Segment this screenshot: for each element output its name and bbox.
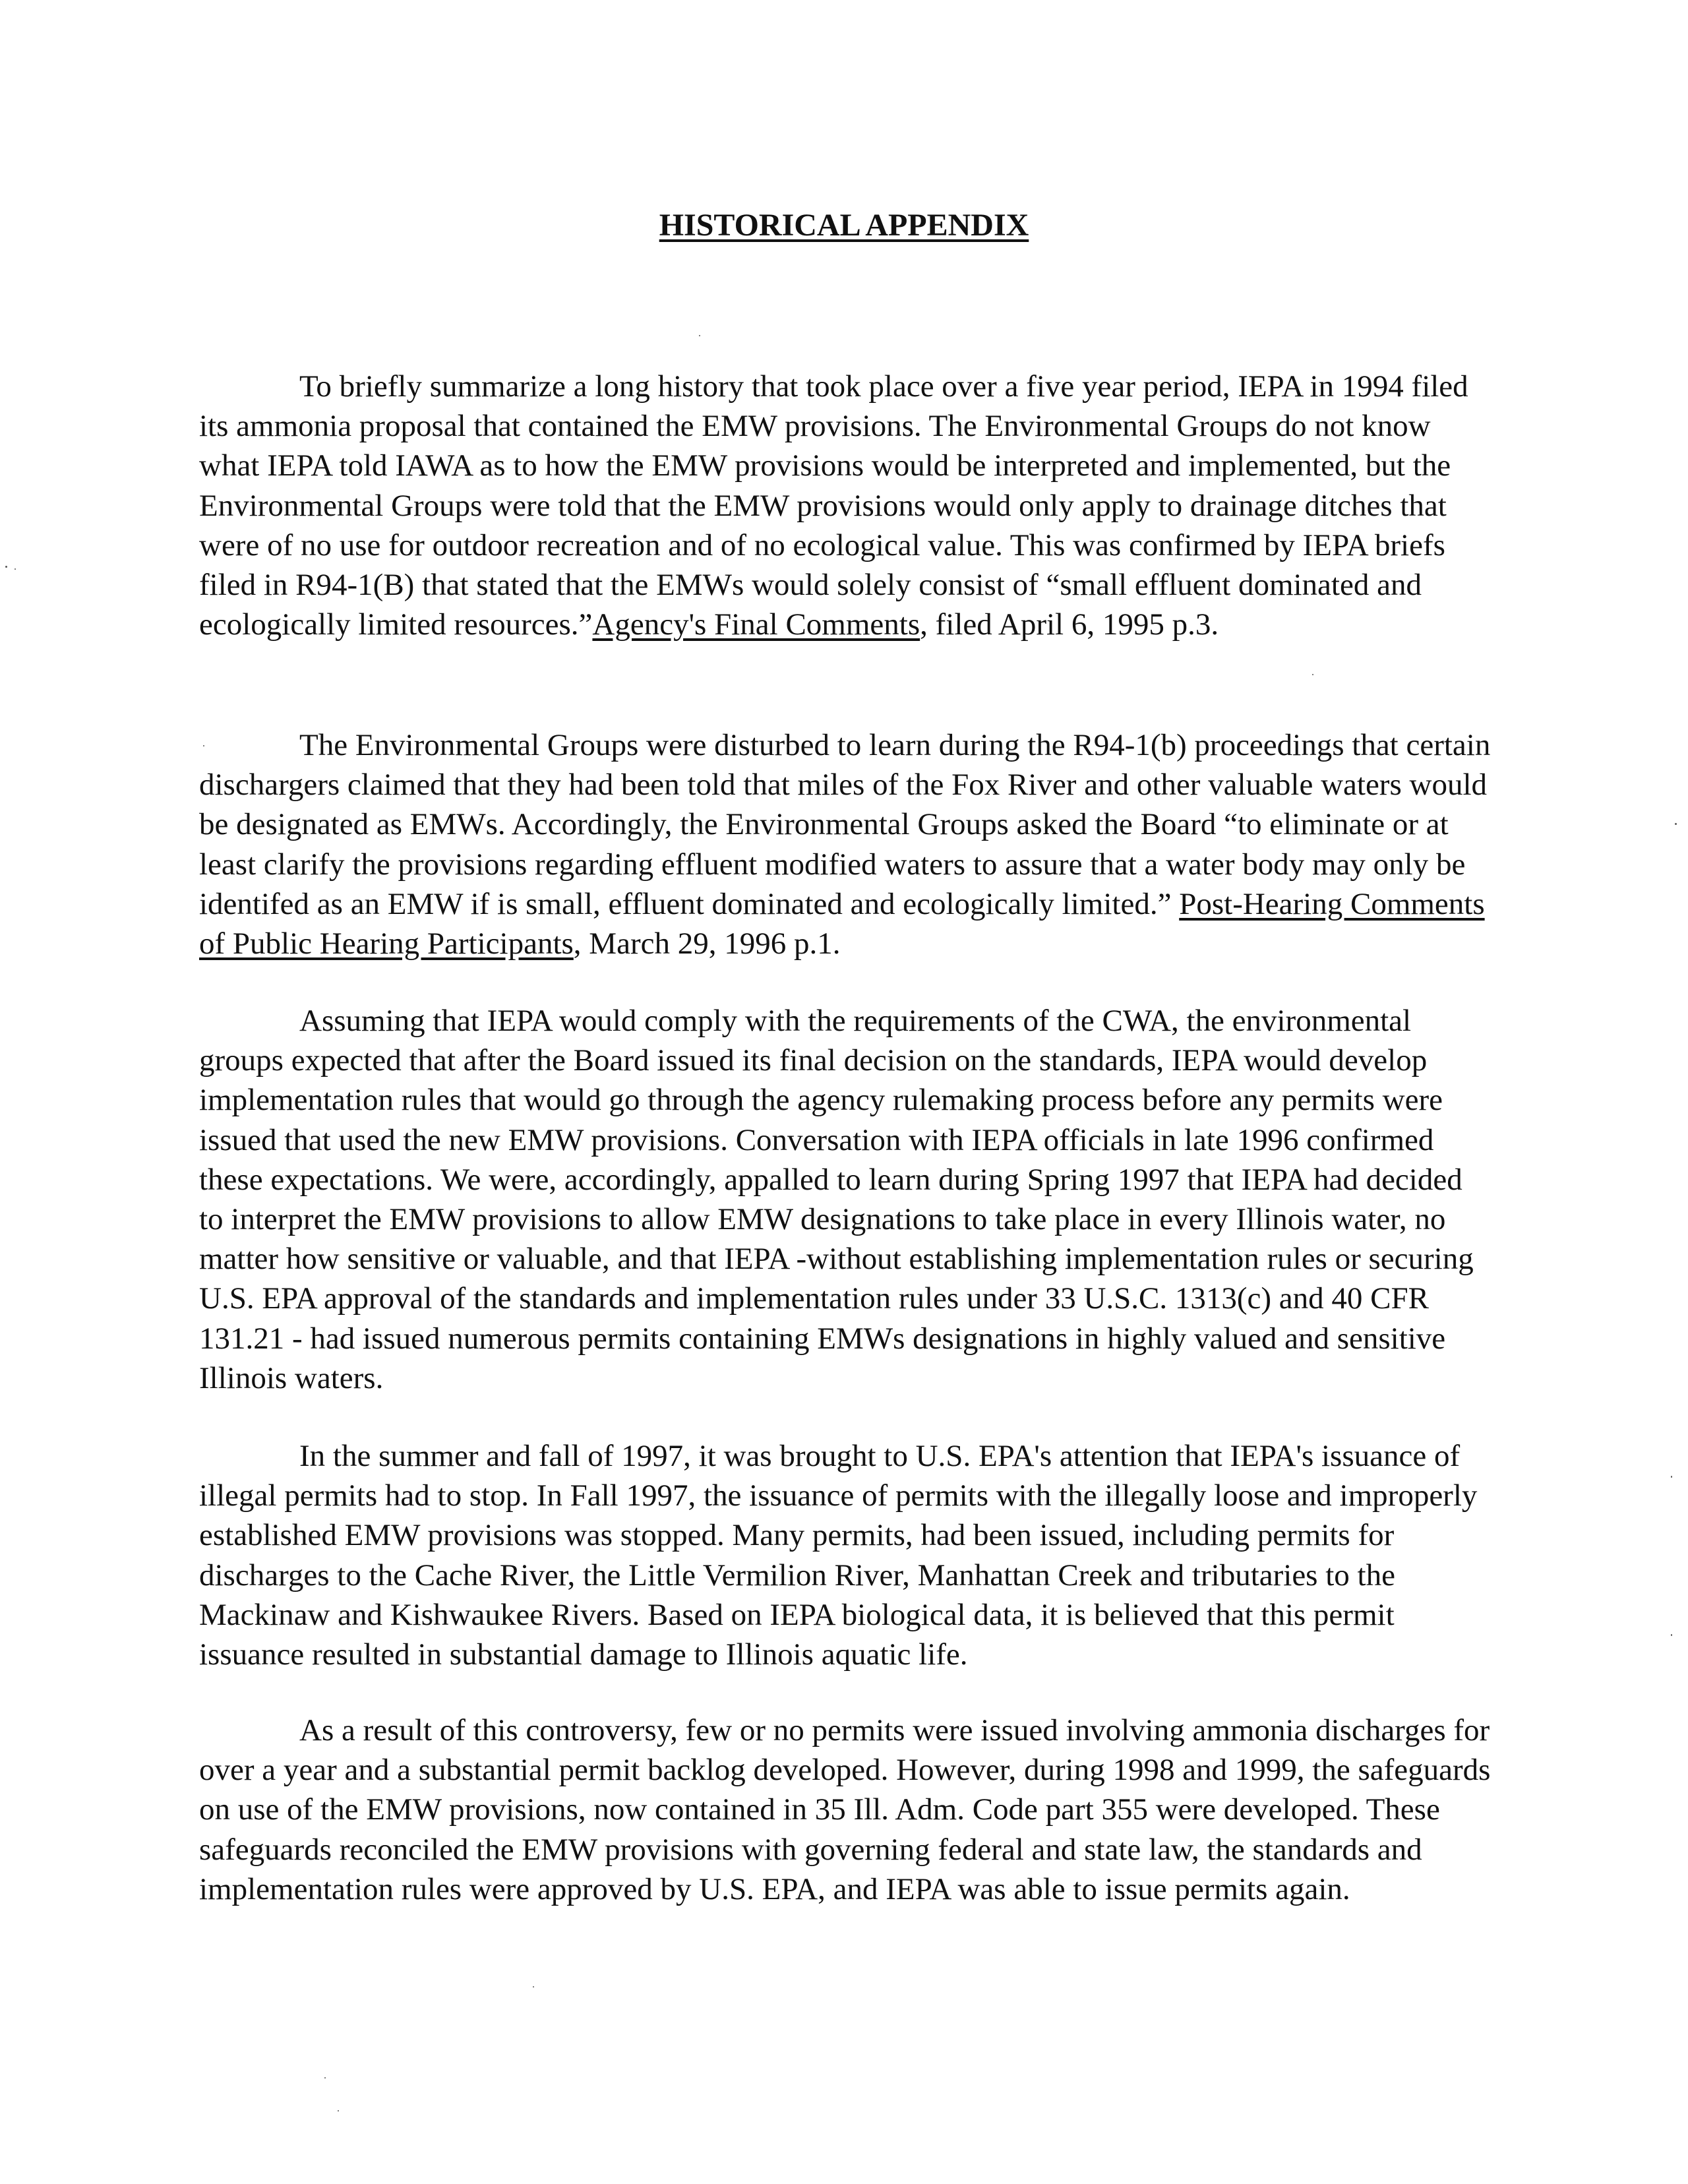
- scan-speck: [533, 1986, 534, 1987]
- scan-speck: [15, 568, 16, 570]
- paragraph-assuming: Assuming that IEPA would comply with the requirements of the CWA, the environmental groups expected that after the Board issued its final decision on the standards, IEPA would develop implementation rules that would go through the agency rulemaking process before any permits were issued that used the new EMW provisions. Conversation with IEPA officials in late 1996 confirmed these expectations. We were, accordingly, appalled to learn during Spring 1997 that IEPA had decided to interpret the EMW provisions to allow EMW designations to take place in every Illinois water, no matter how sensitive or valuable, and that IEPA -without establishing implementation rules or securing U.S. EPA approval of the standards and implementation rules under 33 U.S.C. 1313(c) and 40 CFR 131.21 - had issued numerous permits containing EMWs designations in highly valued and sensitive Illinois waters.: [199, 1004, 1474, 1395]
- scan-speck: [1671, 1476, 1672, 1478]
- citation-detail: , March 29, 1996 p.1.: [573, 926, 841, 961]
- scan-speck: [338, 2110, 339, 2111]
- scan-speck: [203, 745, 204, 746]
- scan-speck: [1671, 1634, 1672, 1636]
- paragraph-controversy: As a result of this controversy, few or no permits were issued involving ammonia discharges for over a year and a substantial permit backlog developed. However, during 1998 and 1999, the safeguards on use of the EMW provisions, now contained in 35 Ill. Adm. Code part 355 were developed. These safeguards reconciled the EMW provisions with governing federal and state law, the standards and implementation rules were approved by U.S. EPA, and IEPA was able to issue permits again.: [199, 1713, 1491, 1906]
- citation-agency-final-comments: Agency's Final Comments: [592, 607, 920, 642]
- paragraph-summary: [199, 367, 1492, 644]
- scan-speck: [324, 2077, 326, 2078]
- paragraph-summer-fall-1997: In the summer and fall of 1997, it was brought to U.S. EPA's attention that IEPA's issuance of illegal permits had to stop. In Fall 1997, the issuance of permits with the illegally loose and improperly established EMW provisions was stopped. Many permits, had been issued, including permits for discharges to the Cache River, the Little Vermilion River, Manhattan Creek and tributaries to the Mackinaw and Kishwaukee Rivers. Based on IEPA biological data, it is believed that this permit issuance resulted in substantial damage to Illinois aquatic life.: [199, 1439, 1478, 1672]
- paragraph-disturbed: [199, 725, 1492, 963]
- paragraph-text: The Environmental Groups were disturbed to learn during the R94-1(b) proceedings that certain dischargers claimed that they had been told that miles of the Fox River and other valuable waters would be designated as EMWs. Accordingly, the Environmental Groups asked the Board “to eliminate or at least clarify the provisions regarding effluent modified waters to assure that a water body may only be identifed as an EMW if is small, effluent dominated and ecologically limited.”: [199, 728, 1491, 921]
- citation-post-hearing-comments: Post-Hearing Comments of Public Hearing Participants: [199, 886, 1485, 961]
- paragraph-text: To briefly summarize a long history that took place over a five year period, IEPA in 1994 filed its ammonia proposal that contained the EMW provisions. The Environmental Groups do not know what IEPA told IAWA as to how the EMW provisions would be interpreted and implemented, but the Environmental Groups were told that the EMW provisions would only apply to drainage ditches that were of no use for outdoor recreation and of no ecological value. This was confirmed by IEPA briefs filed in R94-1(B) that stated that the EMWs would solely consist of “small effluent dominated and ecologically limited resources.”: [199, 369, 1468, 642]
- page-title: HISTORICAL APPENDIX: [659, 208, 1029, 243]
- scan-speck: [5, 566, 7, 568]
- scan-speck: [699, 335, 700, 336]
- citation-detail: , filed April 6, 1995 p.3.: [920, 607, 1219, 642]
- scan-speck: [1675, 823, 1677, 825]
- scan-speck: [1312, 674, 1313, 675]
